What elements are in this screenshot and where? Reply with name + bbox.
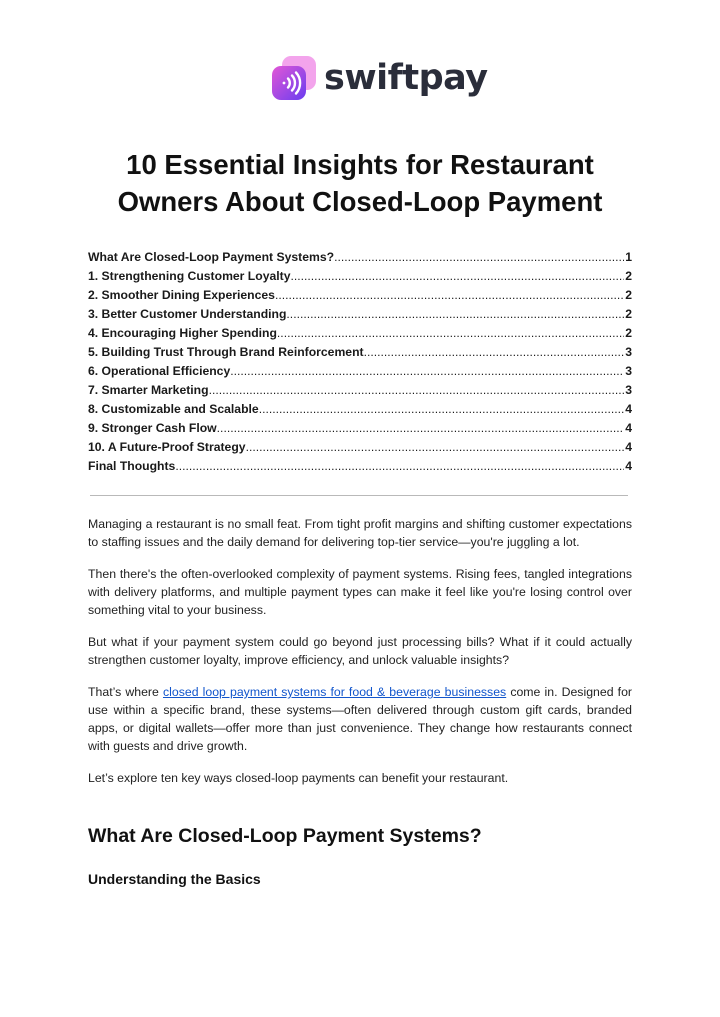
horizontal-divider	[90, 495, 628, 496]
document-title	[60, 146, 660, 220]
document-body	[88, 515, 632, 801]
toc-entry[interactable]	[88, 419, 632, 438]
toc-entry-page[interactable]: 2	[625, 326, 632, 340]
toc-entry-page[interactable]: 2	[625, 307, 632, 321]
toc-entry-title[interactable]: 4. Encouraging Higher Spending	[88, 326, 277, 340]
toc-entry-page[interactable]: 1	[625, 250, 632, 264]
toc-entry[interactable]	[88, 324, 632, 343]
toc-entry-page[interactable]: 3	[625, 345, 632, 359]
toc-entry-title[interactable]: 1. Strengthening Customer Loyalty	[88, 269, 291, 283]
payment-complexity-paragraph: Then there's the often-overlooked complexity of payment systems. Rising fees, tangled integrations with delivery platforms, and multiple payment types can make it feel like you're losing control over something vital to your business.	[88, 567, 632, 617]
paragraph-text: come in. Designed for use within a specific brand, these systems—often delivered through custom gift cards, branded apps, or digital wallets—offer more than just convenience. They change how restaurants connect with guests and drive growth.	[88, 685, 633, 753]
section-heading: What Are Closed-Loop Payment Systems?	[88, 825, 482, 847]
toc-entry-page[interactable]: 4	[625, 440, 632, 454]
toc-leader	[290, 267, 624, 286]
toc-entry-page[interactable]: 4	[625, 402, 632, 416]
toc-entry[interactable]	[88, 286, 632, 305]
toc-entry[interactable]	[88, 305, 632, 324]
toc-entry[interactable]	[88, 362, 632, 381]
closed-loop-paragraph	[88, 683, 632, 755]
toc-leader	[246, 438, 625, 457]
paragraph-text: That’s where	[88, 685, 163, 699]
toc-entry-title[interactable]: 6. Operational Efficiency	[88, 364, 231, 378]
question-paragraph: But what if your payment system could go beyond just processing bills? What if it could actually strengthen customer loyalty, improve efficiency, and unlock valuable insights?	[88, 635, 632, 667]
toc-leader	[364, 343, 625, 362]
toc-entry[interactable]	[88, 248, 632, 267]
toc-entry-title[interactable]: 9. Stronger Cash Flow	[88, 421, 217, 435]
explore-paragraph: Let’s explore ten key ways closed-loop payments can benefit your restaurant.	[88, 771, 509, 785]
toc-entry-page[interactable]: 3	[625, 364, 632, 378]
toc-entry[interactable]	[88, 438, 632, 457]
toc-leader	[175, 457, 624, 476]
toc-entry-title[interactable]: 7. Smarter Marketing	[88, 383, 209, 397]
intro-paragraph: Managing a restaurant is no small feat. From tight profit margins and shifting customer expectations to staffing issues and the daily demand for delivering top-tier service—you're juggling a lot.	[88, 517, 632, 549]
toc-leader	[209, 381, 625, 400]
brand-wordmark: swiftpay	[324, 58, 488, 98]
toc-entry-title[interactable]: What Are Closed-Loop Payment Systems?	[88, 250, 335, 264]
title-line-2: Owners About Closed-Loop Payment	[117, 186, 603, 217]
toc-leader	[277, 324, 624, 343]
toc-entry-page[interactable]: 4	[625, 459, 632, 473]
toc-leader	[230, 362, 624, 381]
closed-loop-link[interactable]: closed loop payment systems for food & beverage businesses	[162, 685, 507, 699]
toc-entry-title[interactable]: 10. A Future-Proof Strategy	[88, 440, 246, 454]
toc-entry[interactable]	[88, 400, 632, 419]
toc-entry-title[interactable]: 8. Customizable and Scalable	[88, 402, 259, 416]
title-line-1: 10 Essential Insights for Restaurant	[126, 149, 594, 180]
toc-entry-page[interactable]: 3	[625, 383, 632, 397]
swiftpay-logo	[272, 56, 488, 100]
toc-entry-title[interactable]: 2. Smoother Dining Experiences	[88, 288, 275, 302]
toc-entry-page[interactable]: 2	[625, 269, 632, 283]
toc-leader	[286, 305, 624, 324]
contactless-icon	[272, 56, 316, 100]
toc-leader	[217, 419, 625, 438]
toc-entry-title[interactable]: 3. Better Customer Understanding	[88, 307, 287, 321]
toc-entry-page[interactable]: 4	[625, 421, 632, 435]
toc-leader	[259, 400, 625, 419]
toc-leader	[334, 248, 624, 267]
toc-entry[interactable]	[88, 267, 632, 286]
table-of-contents	[88, 248, 632, 476]
toc-entry[interactable]	[88, 343, 632, 362]
subsection-heading: Understanding the Basics	[88, 871, 261, 887]
toc-entry-page[interactable]: 2	[625, 288, 632, 302]
toc-leader	[275, 286, 624, 305]
toc-entry-title[interactable]: 5. Building Trust Through Brand Reinforcement	[88, 345, 364, 359]
toc-entry[interactable]	[88, 381, 632, 400]
toc-entry[interactable]	[88, 457, 632, 476]
toc-entry-title[interactable]: Final Thoughts	[88, 459, 176, 473]
